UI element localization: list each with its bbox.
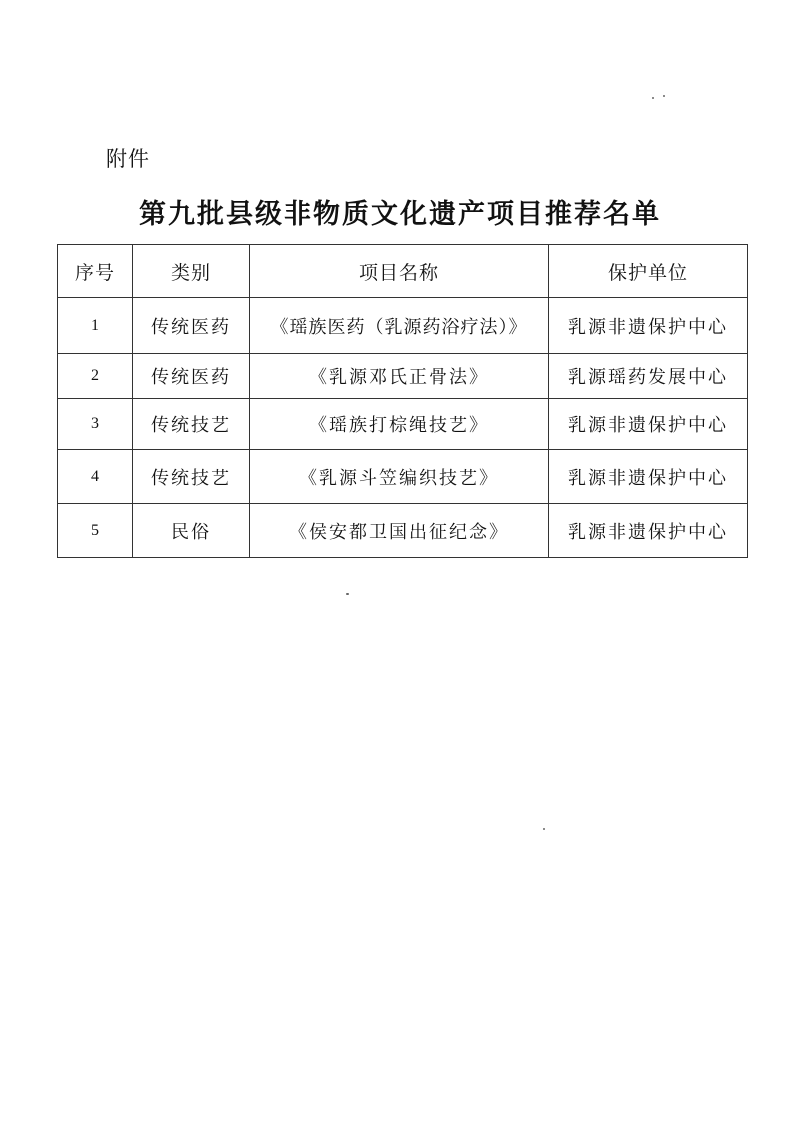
cell-project-name: 《侯安都卫国出征纪念》 [250,504,549,558]
cell-category: 传统技艺 [133,450,250,504]
cell-project-name: 《乳源斗笠编织技艺》 [250,450,549,504]
header-protection-unit: 保护单位 [549,245,748,298]
cell-serial-number: 4 [58,450,133,504]
cell-category: 传统技艺 [133,399,250,450]
header-category: 类别 [133,245,250,298]
table-row [58,504,748,558]
cell-project-name: 《瑶族医药（乳源药浴疗法）》 [250,298,549,354]
cell-protection-unit: 乳源瑶药发展中心 [549,354,748,399]
cell-project-name: 《瑶族打棕绳技艺》 [250,399,549,450]
table-header-row [58,245,748,298]
scan-speck [543,828,545,830]
cell-protection-unit: 乳源非遗保护中心 [549,298,748,354]
cell-category: 传统医药 [133,298,250,354]
table-row [58,450,748,504]
recommendation-table [57,244,748,558]
cell-protection-unit: 乳源非遗保护中心 [549,504,748,558]
scan-speck [346,593,349,595]
cell-category: 传统医药 [133,354,250,399]
attachment-label: 附件 [106,147,150,171]
cell-protection-unit: 乳源非遗保护中心 [549,399,748,450]
table-row [58,354,748,399]
cell-serial-number: 5 [58,504,133,558]
table-row [58,399,748,450]
cell-serial-number: 3 [58,399,133,450]
cell-serial-number: 1 [58,298,133,354]
cell-serial-number: 2 [58,354,133,399]
table-row [58,298,748,354]
header-project-name: 项目名称 [250,245,549,298]
cell-protection-unit: 乳源非遗保护中心 [549,450,748,504]
document-title: 第九批县级非物质文化遗产项目推荐名单 [139,199,661,230]
cell-project-name: 《乳源邓氏正骨法》 [250,354,549,399]
header-serial-number: 序号 [58,245,133,298]
scan-speck [663,95,665,97]
scan-speck [652,97,654,99]
cell-category: 民俗 [133,504,250,558]
